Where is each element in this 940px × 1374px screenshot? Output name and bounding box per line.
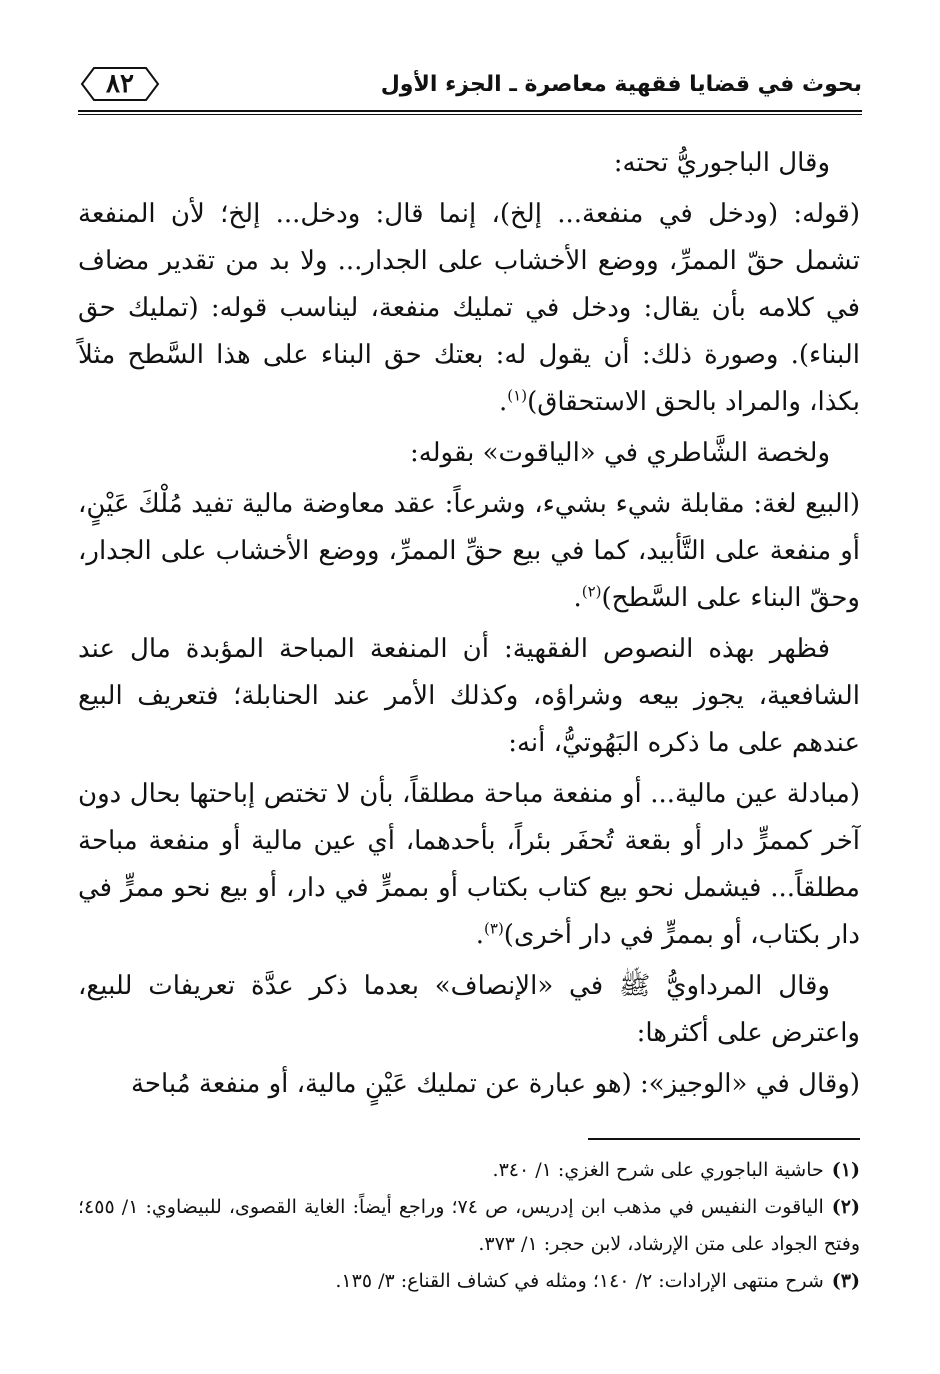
footnote-number: (٣) <box>831 1270 860 1292</box>
header-rule <box>78 110 862 112</box>
footnotes <box>78 1152 860 1300</box>
quote-text: (البيع لغة: مقابلة شيء بشيء، وشرعاً: عقد معاوضة مالية تفيد مُلْكَ عَيْنٍ، أو منفعة على التَّأبيد، كما في بيع حقِّ الممرِّ، ووضع الأخشاب على الجدار، وحقّ البناء على السَّطح) <box>78 489 860 613</box>
page-number: ٨٢ <box>106 69 134 99</box>
period: . <box>475 920 485 950</box>
header-rule-thin <box>78 114 862 115</box>
quote-paragraph <box>78 771 860 959</box>
footnote-ref: (١) <box>507 386 528 405</box>
footnote <box>78 1189 860 1263</box>
main-text <box>78 140 860 1112</box>
footnote <box>78 1152 860 1189</box>
quote-paragraph <box>78 191 860 426</box>
running-title: بحوث في قضايا فقهية معاصرة ـ الجزء الأول <box>380 71 862 97</box>
footnote-rule <box>588 1138 860 1140</box>
period: . <box>573 583 582 613</box>
page-number-badge <box>78 64 162 104</box>
page-header <box>78 58 862 110</box>
quote-paragraph <box>78 481 860 622</box>
paragraph: فظهر بهذه النصوص الفقهية: أن المنفعة المباحة المؤبدة مال عند الشافعية، يجوز بيعه وشراؤه، وكذلك الأمر عند الحنابلة؛ فتعريف البيع عندهم على ما ذكره البَهُوتيُّ، أنه: <box>78 634 860 758</box>
paragraph: وقال الباجوريُّ تحته: <box>613 148 830 178</box>
footnote-text: شرح منتهى الإرادات: ٢/ ١٤٠؛ ومثله في كشاف القناع: ٣/ ١٣٥. <box>335 1270 824 1292</box>
paragraph: وقال المرداويُّ ﷺ في «الإنصاف» بعدما ذكر عدَّة تعريفات للبيع، واعترض على أكثرها: <box>78 971 860 1048</box>
footnote-number: (٢) <box>831 1196 860 1218</box>
footnote-number: (١) <box>831 1159 860 1181</box>
quote-paragraph: (وقال في «الوجيز»: (هو عبارة عن تمليك عَيْنٍ مالية، أو منفعة مُباحة <box>130 1069 860 1099</box>
quote-text: (قوله: (ودخل في منفعة... إلخ)، إنما قال: ودخل... إلخ؛ لأن المنفعة تشمل حقّ الممرِّ، ووضع الأخشاب على الجدار... ولا بد من تقدير مضاف في كلامه بأن يقال: ودخل في تمليك منفعة، ليناسب قوله: (تمليك حق البناء). وصورة ذلك: أن يقول له: بعتك حق البناء على هذا السَّطح مثلاً بكذا، والمراد بالحق الاستحقاق) <box>78 199 861 417</box>
paragraph: ولخصة الشَّاطري في «الياقوت» بقوله: <box>409 438 830 468</box>
footnote-text: الياقوت النفيس في مذهب ابن إدريس، ص ٧٤؛ وراجع أيضاً: الغاية القصوى، للبيضاوي: ١/ ٤٥٥؛ وفتح الجواد على متن الإرشاد، لابن حجر: ١/ ٣٧٣. <box>78 1196 860 1255</box>
footnote <box>78 1263 860 1300</box>
period: . <box>499 387 508 417</box>
quote-text: (مبادلة عين مالية... أو منفعة مباحة مطلقاً، بأن لا تختص إباحتها بحال دون آخر كممرٍّ دار أو بقعة تُحفَر بئراً، بأحدهما، أي عين مالية أو منفعة مباحة مطلقاً... فيشمل نحو بيع كتاب بكتاب أو بممرٍّ في دار، أو بيع نحو ممرٍّ في دار بكتاب، أو بممرٍّ في دار أخرى) <box>78 779 860 950</box>
footnote-ref: (٣) <box>484 919 504 938</box>
footnote-text: حاشية الباجوري على شرح الغزي: ١/ ٣٤٠. <box>492 1159 824 1181</box>
footnote-ref: (٢) <box>581 582 602 601</box>
